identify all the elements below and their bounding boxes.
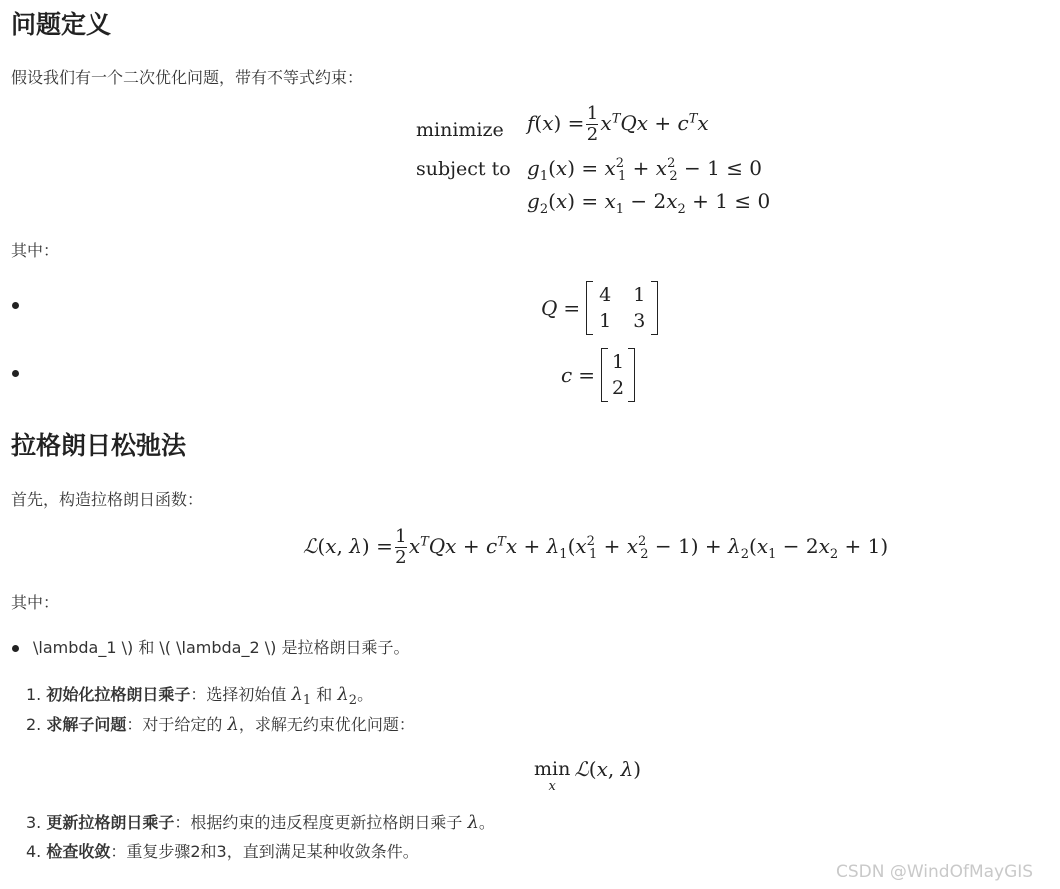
matrix-Q-formula: Q = 4 1 1 3: [541, 281, 658, 335]
vector-cell: 2: [611, 377, 625, 399]
intro-text-2: 首先，构造拉格朗日函数：: [11, 490, 204, 509]
matrix-cell: 1: [633, 284, 646, 306]
section-heading-problem: 问题定义: [11, 10, 112, 39]
matrix-cell: 1: [599, 310, 612, 332]
matrix-cell: 3: [633, 310, 646, 332]
lagrangian-formula: ℒ(x, λ) = $\frac{1}{2}$ $x^TQx + c^Tx + \lambda_1(x^2_1 + x^2_2 - 1) + \lambda_2(x_1 - 2x_2 + 1)$: [303, 526, 889, 568]
vector-c: [601, 348, 635, 402]
multiplier-bullet-text: \lambda_1 \) 和 \( \lambda_2 \) 是拉格朗日乘子。: [33, 638, 410, 657]
bullet-dot: [12, 370, 19, 377]
min-formula: min x ℒ(x, λ): [534, 757, 642, 794]
where-text-1: 其中：: [11, 241, 60, 260]
subject-to-label: subject to: [416, 158, 511, 180]
step-4: 4. 检查收敛：重复步骤2和3，直到满足某种收敛条件。: [26, 842, 419, 861]
vector-c-formula: c = 1 2: [561, 348, 635, 402]
where-text-2: 其中：: [11, 593, 60, 612]
matrix-cell: 4: [599, 284, 612, 306]
bullet-dot: [12, 302, 19, 309]
constraint-g1: $g_1(x) = x^2_1 + x^2_2 - 1 \le 0$: [527, 156, 763, 184]
minimize-label: minimize: [416, 119, 504, 141]
section-heading-lagrangian: 拉格朗日松弛法: [11, 431, 187, 460]
step-3: 3. 更新拉格朗日乘子：根据约束的违反程度更新拉格朗日乘子 λ。: [26, 812, 495, 833]
vector-cell: 1: [611, 351, 625, 373]
watermark: CSDN @WindOfMayGIS: [836, 862, 1034, 882]
matrix-Q: [586, 281, 658, 335]
objective-formula: f(x) = $\frac{1}{2}$ $x^TQx + c^Tx$: [527, 103, 709, 145]
bullet-dot: [12, 645, 19, 652]
step-2: 2. 求解子问题：对于给定的 λ，求解无约束优化问题：: [26, 714, 415, 735]
constraint-g2: $g_2(x) = x_1 - 2x_2 + 1 \le 0$: [527, 189, 771, 217]
step-1: 1. 初始化拉格朗日乘子：选择初始值 $\lambda_1$ 和 $\lambda_2$。: [26, 684, 374, 709]
intro-text: 假设我们有一个二次优化问题，带有不等式约束：: [11, 68, 364, 87]
